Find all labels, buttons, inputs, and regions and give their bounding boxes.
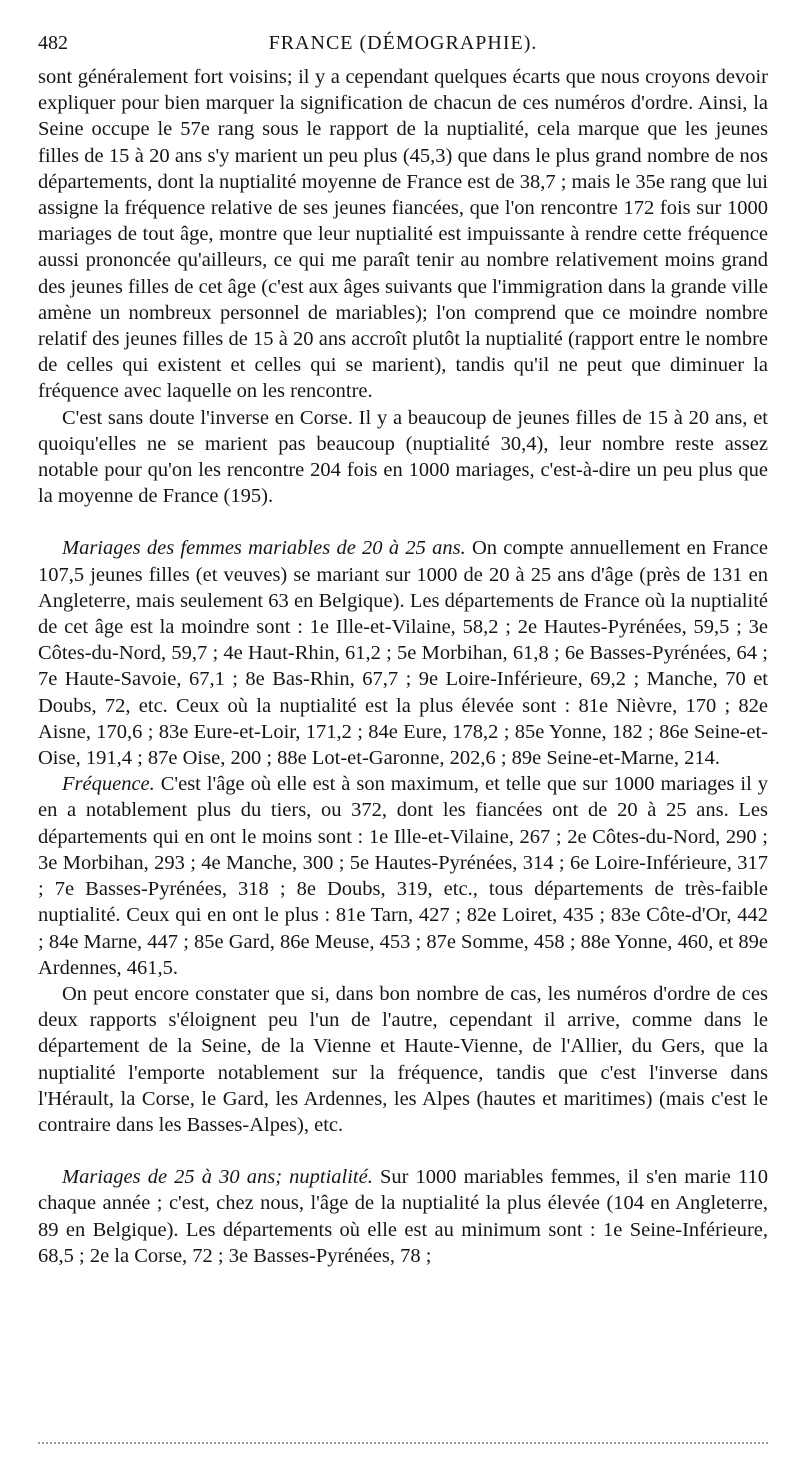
paragraph-3-text: On compte annuellement en France 107,5 jeunes filles (et veuves) se mariant sur 1000 de 20 à 25 ans d'âge (près de 131 en Angleterre, mais seulement 63 en Belgique). Les départements de France où la nuptialité de cet âge est la moindre sont : 1e Ille-et-Vilaine, 58,2 ; 2e Hautes-Pyrénées, 59,5 ; 3e Côtes-du-Nord, 59,7 ; 4e Haut-Rhin, 61,2 ; 5e Morbihan, 61,8 ; 6e Basses-Pyrénées, 64 ; 7e Haute-Savoie, 67,1 ; 8e Bas-Rhin, 67,7 ; 9e Loire-Inférieure, 69,2 ; Manche, 70 et Doubs, 72, etc. Ceux où la nuptialité est la plus élevée sont : 81e Nièvre, 170 ; 82e Aisne, 170,6 ; 83e Eure-et-Loir, 171,2 ; 84e Eure, 178,2 ; 85e Yonne, 182 ; 86e Seine-et-Oise, 191,4 ; 87e Oise, 200 ; 88e Lot-et-Garonne, 202,6 ; 89e Seine-et-Marne, 214.: [38, 537, 768, 770]
paragraph-1: sont généralement fort voisins; il y a cependant quelques écarts que nous croyons devoir expliquer pour bien marquer la signification de chacun de ces numéros d'ordre. Ainsi, la Seine occupe le 57e rang sous le rapport de la nuptialité, cela marque que les jeunes filles de 15 à 20 ans s'y marient un peu plus (45,3) que dans le plus grand nombre de nos départements, dont la nuptialité moyenne de France est de 38,7 ; mais le 35e rang que lui assigne la fréquence relative de ses jeunes fiancées, que l'on rencontre 172 fois sur 1000 mariages de tout âge, montre que leur nuptialité est impuissante à rendre cette fréquence aussi prononcée qu'ailleurs, ce qui me paraît tenir au nombre relativement moins grand des jeunes filles de cet âge (c'est aux âges suivants que l'immigration dans la grande ville amène un nombreux personnel de mariables); l'on comprend que ce moindre nombre relatif des jeunes filles de 15 à 20 ans accroît plutôt la nuptialité (rapport entre le nombre de celles qui existent et celles qui se marient), tandis qu'il ne peut que diminuer la fréquence avec laquelle on les rencontre.: [38, 66, 768, 403]
paragraph-3: [38, 535, 768, 771]
page-header: [38, 30, 768, 60]
page-number: 482: [38, 32, 68, 54]
footer-dotted-rule: [38, 1442, 768, 1444]
section-heading-25-30: Mariages de 25 à 30 ans; nuptialité.: [62, 1166, 373, 1189]
body-text: [38, 64, 768, 1269]
section-heading-20-25: Mariages des femmes mariables de 20 à 25 ans.: [62, 537, 466, 560]
section-heading-frequence: Fréquence.: [62, 773, 155, 796]
paragraph-4-text: C'est l'âge où elle est à son maximum, et telle que sur 1000 mariages il y en a notablement plus du tiers, ou 372, dont les fiancées ont de 20 à 25 ans. Les départements qui en ont le moins sont : 1e Ille-et-Vilaine, 267 ; 2e Côtes-du-Nord, 290 ; 3e Morbihan, 293 ; 4e Manche, 300 ; 5e Hautes-Pyrénées, 314 ; 6e Loire-Inférieure, 317 ; 7e Basses-Pyrénées, 318 ; 8e Doubs, 319, etc., tous départements de très-faible nuptialité. Ceux qui en ont le plus : 81e Tarn, 427 ; 82e Loiret, 435 ; 83e Côte-d'Or, 442 ; 84e Marne, 447 ; 85e Gard, 86e Meuse, 453 ; 87e Somme, 458 ; 88e Yonne, 460, et 89e Ardennes, 461,5.: [38, 773, 768, 979]
paragraph-6-text: Sur 1000 mariables femmes, il s'en marie 110 chaque année ; c'est, chez nous, l'âge de la nuptialité la plus élevée (104 en Angleterre, 89 en Belgique). Les départements où elle est au minimum sont : 1e Seine-Inférieure, 68,5 ; 2e la Corse, 72 ; 3e Basses-Pyrénées, 78 ;: [38, 1166, 769, 1267]
paragraph-5: On peut encore constater que si, dans bon nombre de cas, les numéros d'ordre de ces deux rapports s'éloignent peu l'un de l'autre, cependant il arrive, comme dans le département de la Seine, de la Vienne et Haute-Vienne, de l'Allier, du Gers, que la nuptialité l'emporte notablement sur la fréquence, tandis que c'est l'inverse dans l'Hérault, la Corse, le Gard, les Ardennes, les Alpes (hautes et maritimes) (mais c'est le contraire dans les Basses-Alpes), etc.: [38, 982, 768, 1136]
paragraph-6: [38, 1164, 768, 1269]
running-title: FRANCE (DÉMOGRAPHIE).: [268, 32, 538, 54]
paragraph-2: C'est sans doute l'inverse en Corse. Il y a beaucoup de jeunes filles de 15 à 20 ans, et quoiqu'elles ne se marient pas beaucoup (nuptialité 30,4), leur nombre reste assez notable pour qu'on les rencontre 204 fois en 1000 mariages, c'est-à-dire un peu plus que la moyenne de France (195).: [38, 406, 768, 508]
paragraph-4: [38, 771, 768, 981]
